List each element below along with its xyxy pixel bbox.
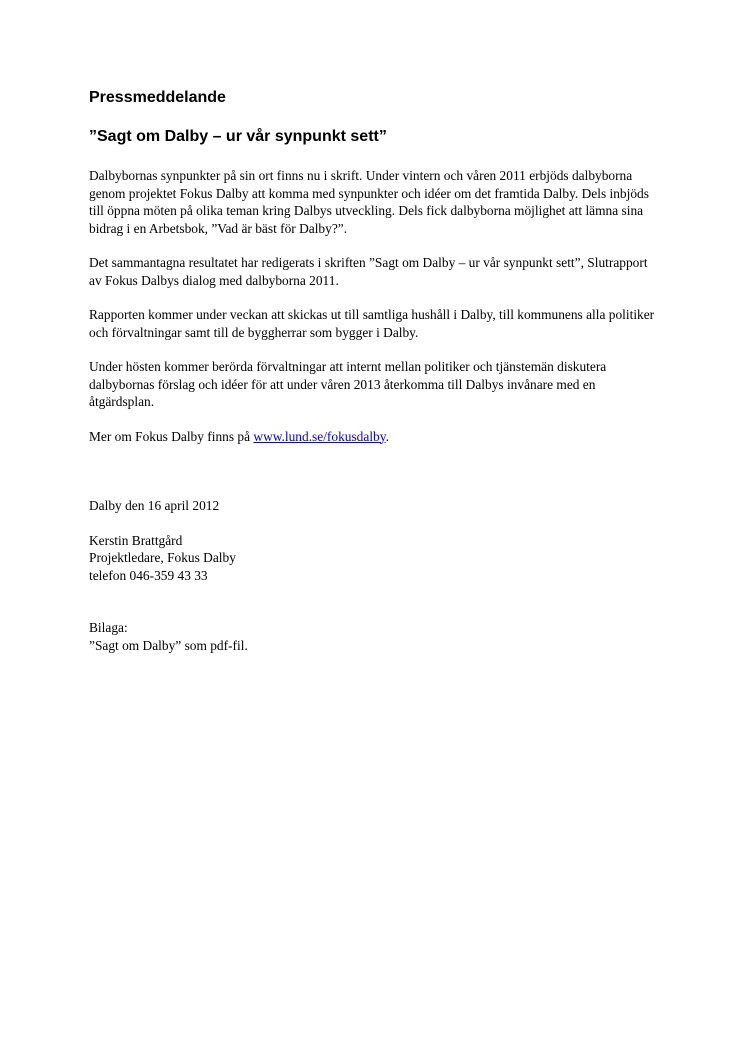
attachment-label: Bilaga:: [89, 620, 128, 635]
paragraph-1: Dalbybornas synpunkter på sin ort finns nu i skrift. Under vintern och våren 2011 erbjöds dalbyborna genom projektet Fokus Dalby att komma med synpunkter och idéer om det framtida Dalby. Dels inbjöds till öppna möten på olika teman kring Dalbys utveckling. Dels fick dalbyborna möjlighet att lämna sina bidrag i en Arbetsbok, ”Vad är bäst för Dalby?”.: [89, 168, 649, 236]
paragraph-4: Under hösten kommer berörda förvaltningar att internt mellan politiker och tjänstemän diskutera dalbybornas förslag och idéer för att under våren 2013 återkomma till Dalbys invånare med en åtgärdsplan.: [89, 359, 607, 409]
signature-block: [89, 532, 659, 585]
document-page: [89, 88, 659, 654]
more-info-paragraph: [89, 428, 659, 446]
paragraph-3: Rapporten kommer under veckan att skickas ut till samtliga hushåll i Dalby, till kommunens alla politiker och förvaltningar samt till de byggherrar som bygger i Dalby.: [89, 307, 655, 340]
signature-name: Kerstin Brattgård: [89, 532, 183, 548]
more-info-prefix: Mer om Fokus Dalby finns på: [89, 428, 254, 444]
attachment-block: [89, 619, 659, 654]
signature-role: Projektledare, Fokus Dalby: [89, 550, 236, 565]
date-line: Dalby den 16 april 2012: [89, 498, 220, 513]
fokus-dalby-link[interactable]: www.lund.se/fokusdalby: [253, 428, 386, 444]
more-info-suffix: .: [385, 428, 389, 444]
document-heading: Pressmeddelande: [89, 89, 226, 106]
paragraph-2: Det sammantagna resultatet har redigerats i skriften ”Sagt om Dalby – ur vår synpunkt sett”, Slutrapport av Fokus Dalbys dialog med dalbyborna 2011.: [89, 255, 648, 288]
document-title: ”Sagt om Dalby – ur vår synpunkt sett”: [89, 128, 387, 145]
signature-phone: telefon 046-359 43 33: [89, 567, 208, 583]
attachment-item: ”Sagt om Dalby” som pdf-fil.: [89, 637, 248, 653]
